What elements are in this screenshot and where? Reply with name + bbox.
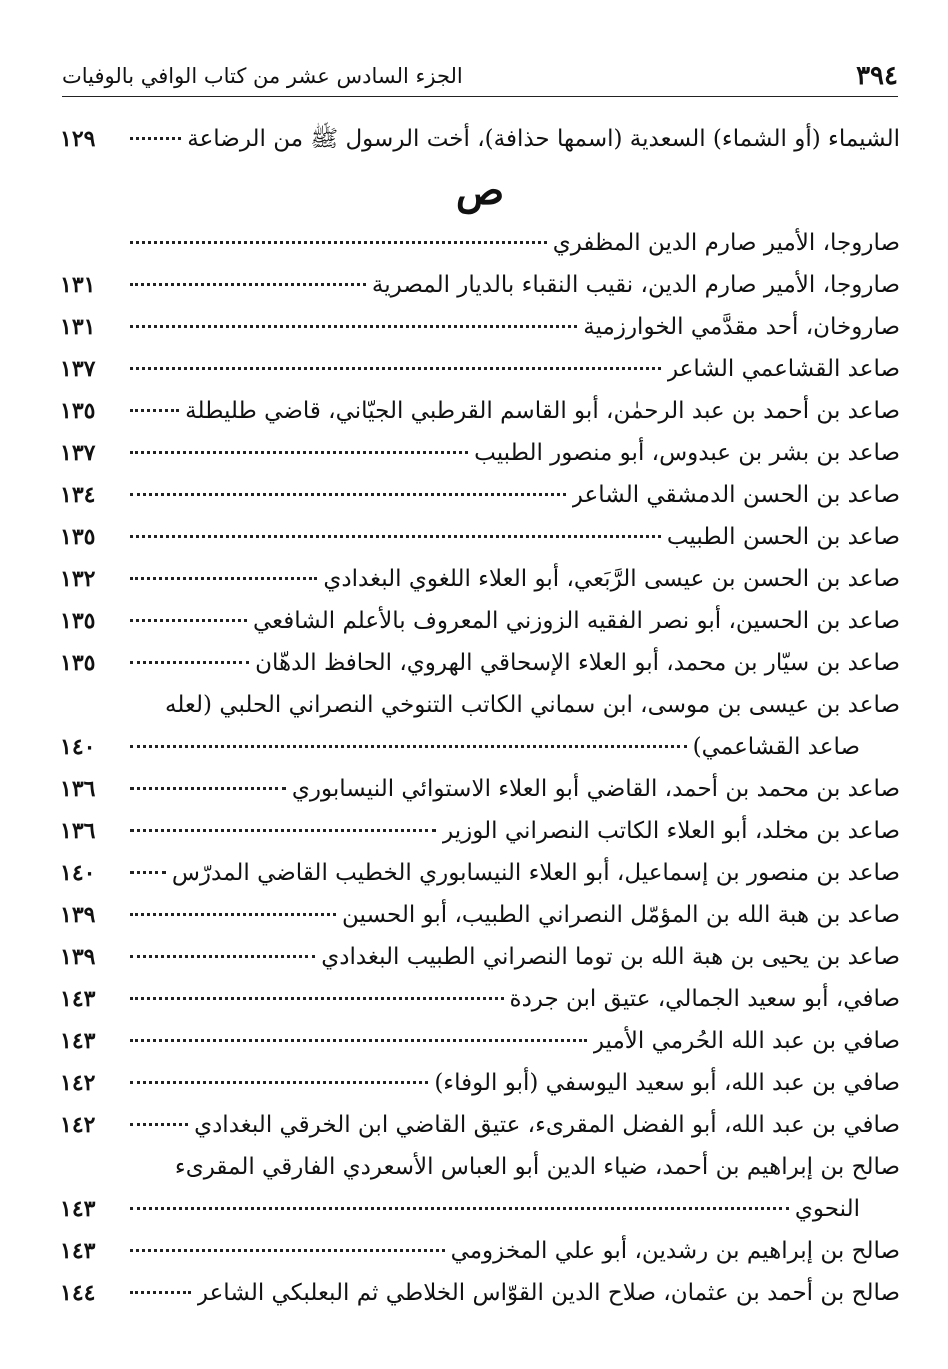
entry-text: صاعد بن بشر بن عبدوس، أبو منصور الطبيب — [474, 440, 900, 466]
dot-leader — [130, 619, 247, 622]
dot-leader — [130, 493, 566, 496]
entry-text-line1: صاعد بن عيسى بن موسى، ابن سماني الكاتب التنوخي النصراني الحلبي (لعله — [164, 692, 900, 718]
entry-group — [60, 222, 900, 684]
entry-text: صاعد بن سيّار بن محمد، أبو العلاء الإسحاقي الهروي، الحافظ الدهّان — [255, 650, 900, 676]
entry-page: ١٣٧ — [60, 356, 96, 382]
entry-text: صاعد بن هبة الله بن المؤمّل النصراني الطبيب، أبو الحسين — [342, 902, 900, 928]
index-entry — [60, 1230, 900, 1272]
entry-page: ١٣١ — [60, 314, 96, 340]
entry-text: صاعد بن يحيى بن هبة الله بن توما النصراني الطبيب البغدادي — [321, 944, 900, 970]
dot-leader — [130, 1249, 445, 1252]
entry-text: صاعد بن الحسين، أبو نصر الفقيه الزوزني المعروف بالأعلم الشافعي — [253, 608, 900, 634]
entry-text: صاروخان، أحد مقدَّمي الخوارزمية — [583, 314, 900, 340]
index-entry — [60, 894, 900, 936]
entry-page: ١٤٢ — [60, 1112, 96, 1138]
entry-page: ١٤٢ — [60, 1070, 96, 1096]
entry-text: صاعد بن منصور بن إسماعيل، أبو العلاء النيسابوري الخطيب القاضي المدرّس — [171, 860, 900, 886]
entry-page: ١٣٧ — [60, 440, 96, 466]
dot-leader — [130, 137, 181, 140]
entry-page: ١٤٠ — [60, 860, 96, 886]
entry-page: ١٤٤ — [60, 1280, 96, 1306]
index-entry — [60, 810, 900, 852]
entry-text: صاعد القشاعمي الشاعر — [666, 356, 900, 382]
index-entry — [60, 978, 900, 1020]
index-entry — [60, 1020, 900, 1062]
entry-page: ١٤٣ — [60, 1196, 96, 1222]
entry-text: صاعد بن مخلد، أبو العلاء الكاتب النصراني الوزير — [442, 818, 900, 844]
entry-page: ١٣٩ — [60, 902, 96, 928]
dot-leader — [130, 955, 315, 958]
entry-text: صاروجا، الأمير صارم الدين، نقيب النقباء بالديار المصرية — [371, 272, 900, 298]
index-entry — [60, 264, 900, 306]
index-entry-multiline — [60, 684, 900, 768]
entry-page: ١٤٣ — [60, 986, 96, 1012]
dot-leader — [130, 745, 687, 748]
entry-page: ١٤٣ — [60, 1238, 96, 1264]
index-entry — [60, 390, 900, 432]
index-entry — [60, 118, 900, 160]
entry-page: ١٣٥ — [60, 650, 96, 676]
index-entry — [60, 474, 900, 516]
dot-leader — [130, 913, 336, 916]
entry-page: ١٣٩ — [60, 944, 96, 970]
index-entry — [60, 852, 900, 894]
entry-text: صافي بن عبد الله، أبو الفضل المقرىء، عتيق القاضي ابن الخرقي البغدادي — [194, 1112, 900, 1138]
dot-leader — [130, 367, 661, 370]
index-entry — [60, 516, 900, 558]
index-entry — [60, 348, 900, 390]
entry-text: صاعد بن الحسن الدمشقي الشاعر — [571, 482, 900, 508]
dot-leader — [130, 829, 436, 832]
dot-leader — [130, 997, 504, 1000]
index-list — [60, 118, 900, 1314]
page-header — [62, 56, 898, 97]
dot-leader — [130, 451, 468, 454]
dot-leader — [130, 1039, 587, 1042]
dot-leader — [130, 787, 286, 790]
entry-text-line2: صاعد القشاعمي) — [692, 734, 860, 760]
entry-text: صاروجا، الأمير صارم الدين المظفري — [552, 230, 900, 256]
entry-page: ١٣٤ — [60, 482, 96, 508]
index-entry — [60, 936, 900, 978]
entry-text-line2: النحوي — [794, 1196, 860, 1222]
entry-page: ١٣٦ — [60, 776, 96, 802]
entry-page: ١٣٢ — [60, 566, 96, 592]
dot-leader — [130, 325, 577, 328]
dot-leader — [130, 871, 166, 874]
dot-leader — [130, 1081, 428, 1084]
entry-page: ١٣٥ — [60, 398, 96, 424]
entry-text: صالح بن أحمد بن عثمان، صلاح الدين القوّاس الخلاطي ثم البعلبكي الشاعر — [196, 1280, 900, 1306]
dot-leader — [130, 661, 249, 664]
entry-text: صاعد بن الحسن الطبيب — [666, 524, 900, 550]
entry-page: ١٣٦ — [60, 818, 96, 844]
section-letter: ص — [455, 167, 505, 214]
entry-group — [60, 768, 900, 1146]
entry-text-line1: صالح بن إبراهيم بن أحمد، ضياء الدين أبو العباس الأسعردي الفارقي المقرىء — [174, 1154, 900, 1180]
dot-leader — [130, 1207, 789, 1210]
dot-leader — [130, 577, 317, 580]
index-entry — [60, 768, 900, 810]
index-entry — [60, 600, 900, 642]
dot-leader — [130, 241, 547, 244]
index-entry — [60, 1272, 900, 1314]
entry-page: ١٤٠ — [60, 734, 96, 760]
index-entry — [60, 222, 900, 264]
entry-text: صالح بن إبراهيم بن رشدين، أبو علي المخزومي — [450, 1238, 900, 1264]
dot-leader — [130, 409, 179, 412]
entry-text: صافي بن عبد الله، أبو سعيد اليوسفي (أبو الوفاء) — [434, 1070, 900, 1096]
index-entry — [60, 1104, 900, 1146]
index-entry — [60, 1062, 900, 1104]
entry-text: صافي بن عبد الله الحُرمي الأمير — [592, 1028, 900, 1054]
index-entry — [60, 306, 900, 348]
entry-page: ١٣٥ — [60, 524, 96, 550]
index-entry — [60, 558, 900, 600]
entry-text: صاعد بن محمد بن أحمد، القاضي أبو العلاء الاستوائي النيسابوري — [291, 776, 900, 802]
entry-page: ١٣١ — [60, 272, 96, 298]
entry-page: ١٤٣ — [60, 1028, 96, 1054]
entry-page: ١٣٥ — [60, 608, 96, 634]
dot-leader — [130, 1291, 191, 1294]
entry-text: صاعد بن أحمد بن عبد الرحمٰن، أبو القاسم القرطبي الجيّاني، قاضي طليطلة — [185, 398, 900, 424]
entry-group — [60, 1230, 900, 1314]
dot-leader — [130, 535, 661, 538]
page-number: ٣٩٤ — [856, 61, 898, 91]
dot-leader — [130, 1123, 188, 1126]
dot-leader — [130, 283, 366, 286]
running-title: الجزء السادس عشر من كتاب الوافي بالوفيات — [62, 64, 463, 88]
index-entry — [60, 642, 900, 684]
entry-text: صاعد بن الحسن بن عيسى الرَّبَعي، أبو العلاء اللغوي البغدادي — [323, 566, 900, 592]
entry-page: ١٢٩ — [60, 126, 96, 152]
index-entry-multiline — [60, 1146, 900, 1230]
index-entry — [60, 432, 900, 474]
entry-text: الشيماء (أو الشماء) السعدية (اسمها حذافة)، أخت الرسول ﷺ من الرضاعة — [187, 126, 900, 152]
entry-text: صافي، أبو سعيد الجمالي، عتيق ابن جردة — [509, 986, 900, 1012]
